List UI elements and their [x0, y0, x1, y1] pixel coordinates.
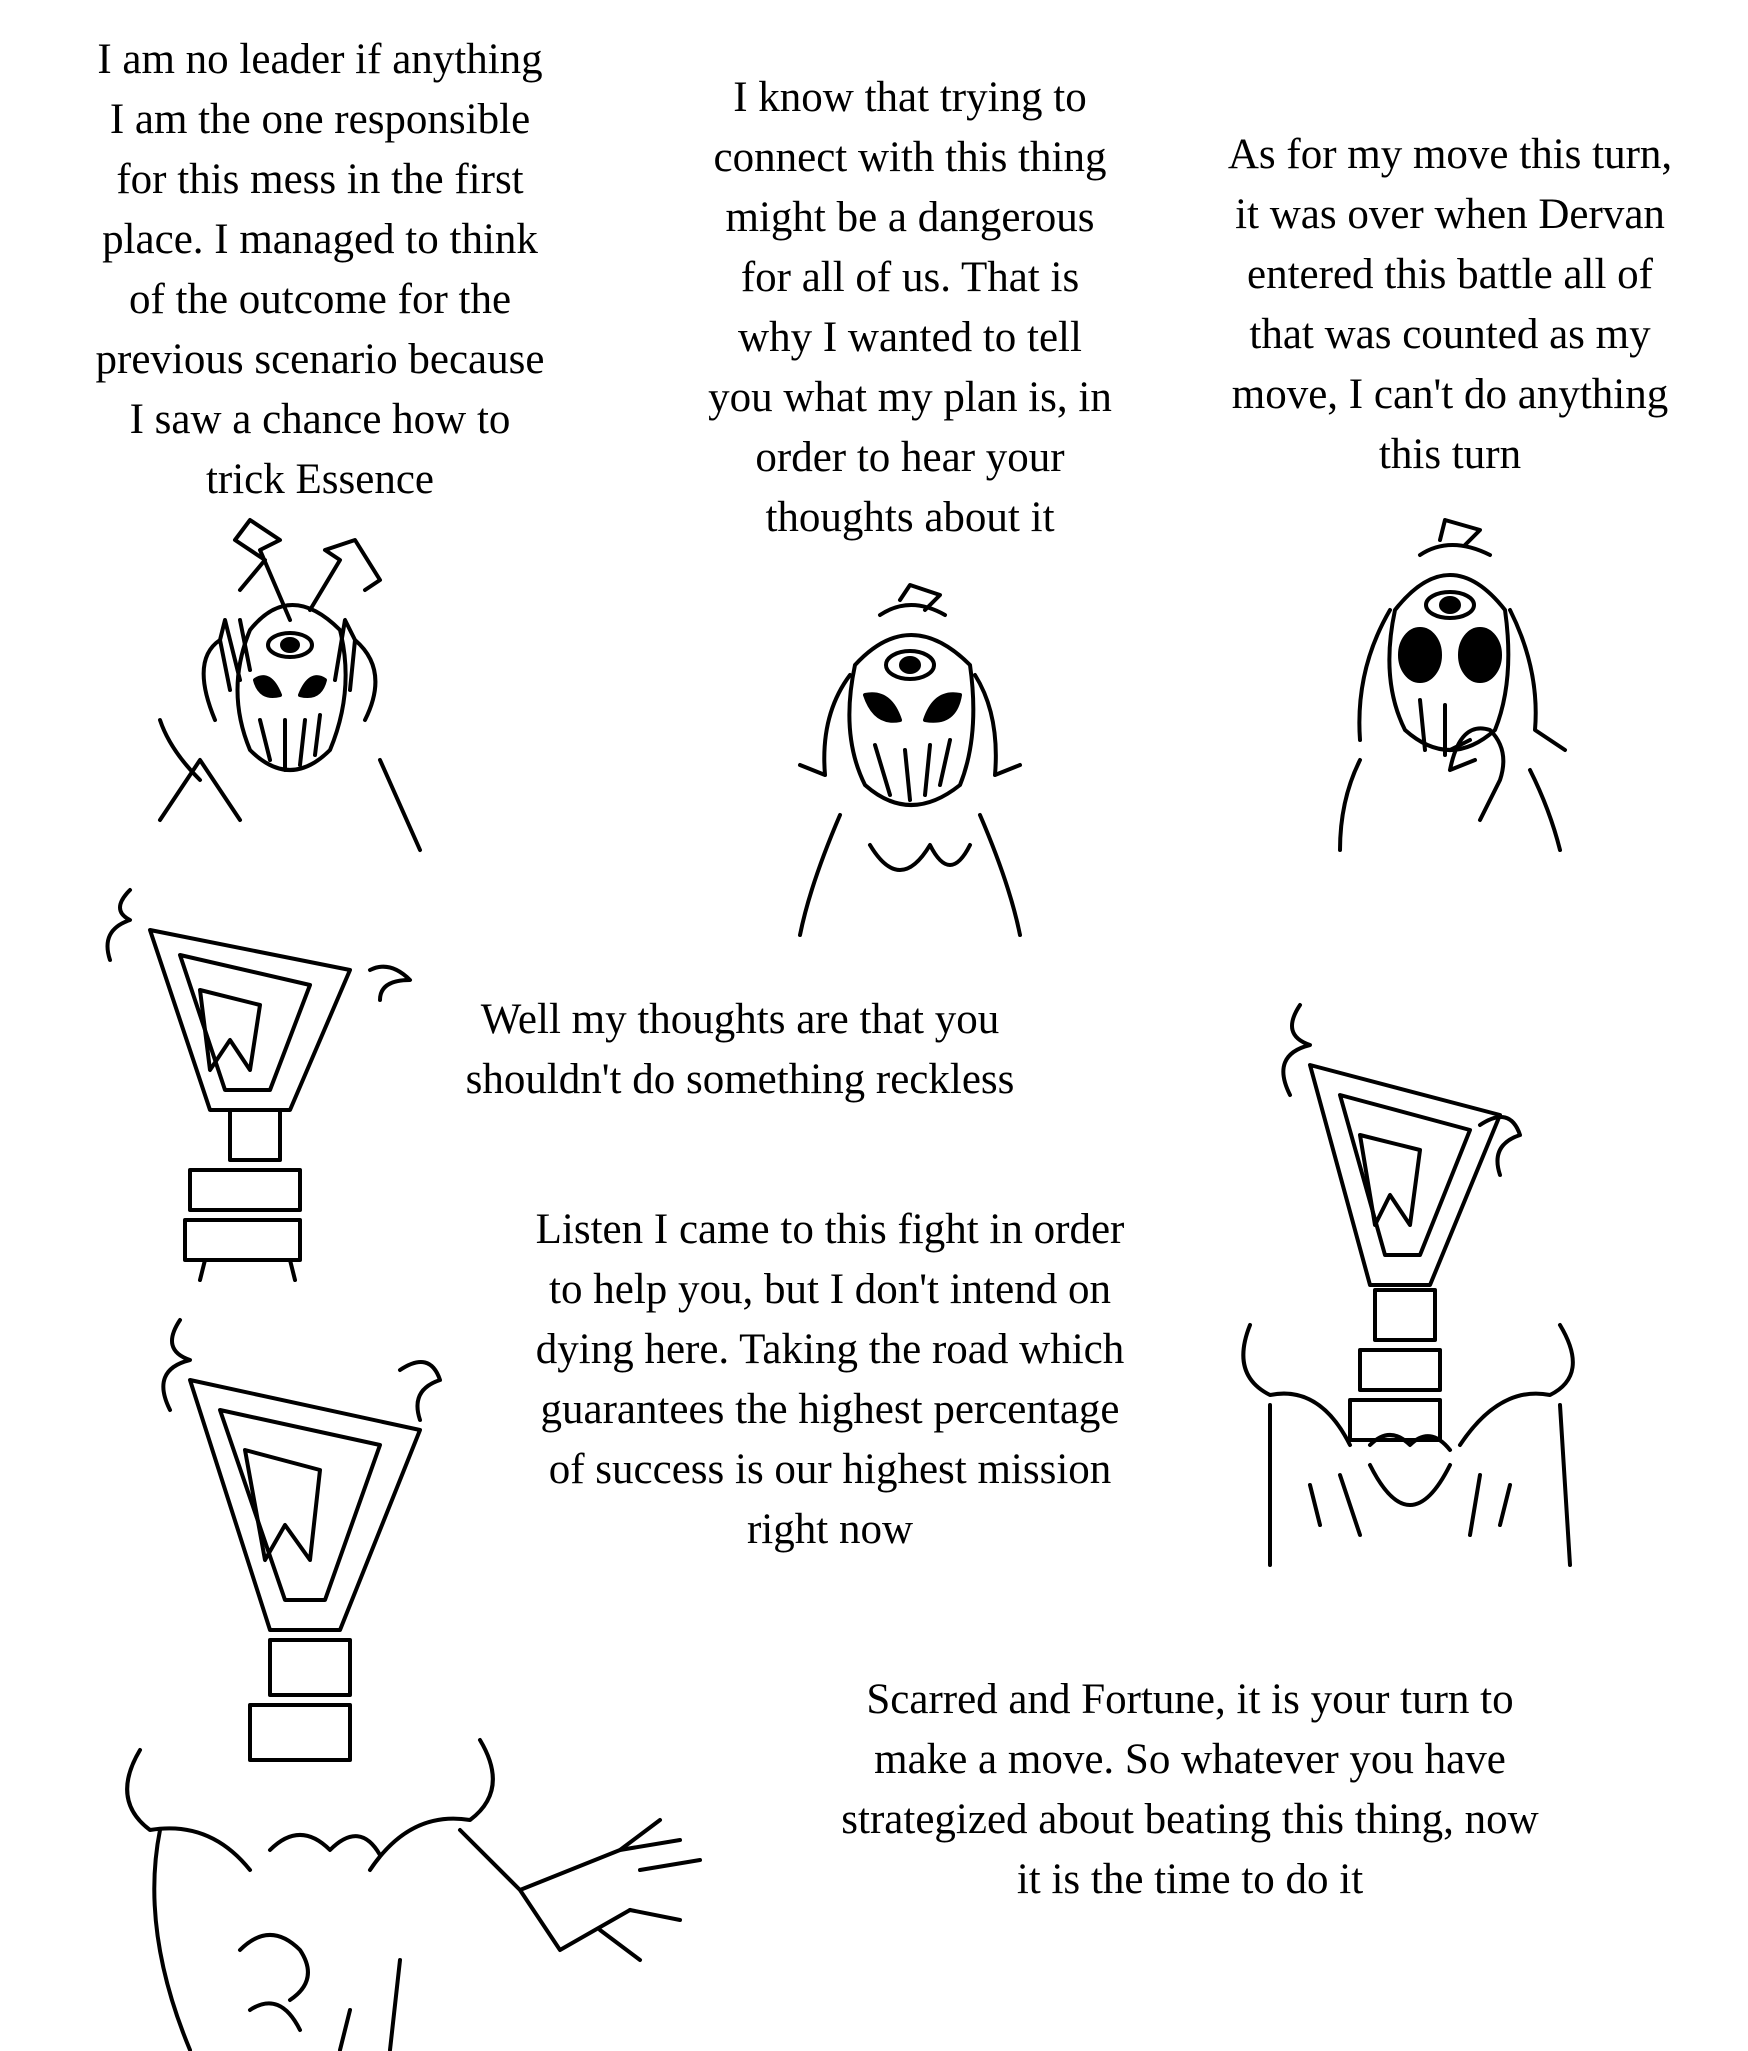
dialogue-3: As for my move this turn, it was over when Dervan entered this battle all of that was counted as my move, I can't do anything this turn: [1227, 131, 1673, 478]
character-hand-on-chin-illustration: [1300, 520, 1590, 850]
character-looking-up-illustration: [90, 880, 420, 1280]
dialogue-5: Listen I came to this fight in order to help you, but I don't intend on dying here. Taking the road which guarantees the highest percentage of success is our highest mission right now: [535, 1206, 1125, 1553]
character-hands-on-chest-illustration: [780, 585, 1040, 945]
dialogue-6: Scarred and Fortune, it is your turn to make a move. So whatever you have strategized about beating this thing, now it is the time to do it: [841, 1676, 1539, 1903]
dialogue-2: I know that trying to connect with this thing might be a dangerous for all of us. That is why I wanted to tell you what my plan is, in order to hear your thoughts about it: [708, 74, 1112, 541]
character-back-view-illustration: [1210, 1005, 1630, 1565]
character-hands-on-face-illustration: [140, 520, 440, 850]
dialogue-4: Well my thoughts are that you shouldn't do something reckless: [465, 996, 1015, 1103]
dialogue-1: I am no leader if anything I am the one responsible for this mess in the first place. I managed to think of the outcome for the previous scenario because I saw a chance how to trick Essence: [95, 36, 545, 503]
character-arm-outstretched-illustration: [100, 1310, 760, 2050]
